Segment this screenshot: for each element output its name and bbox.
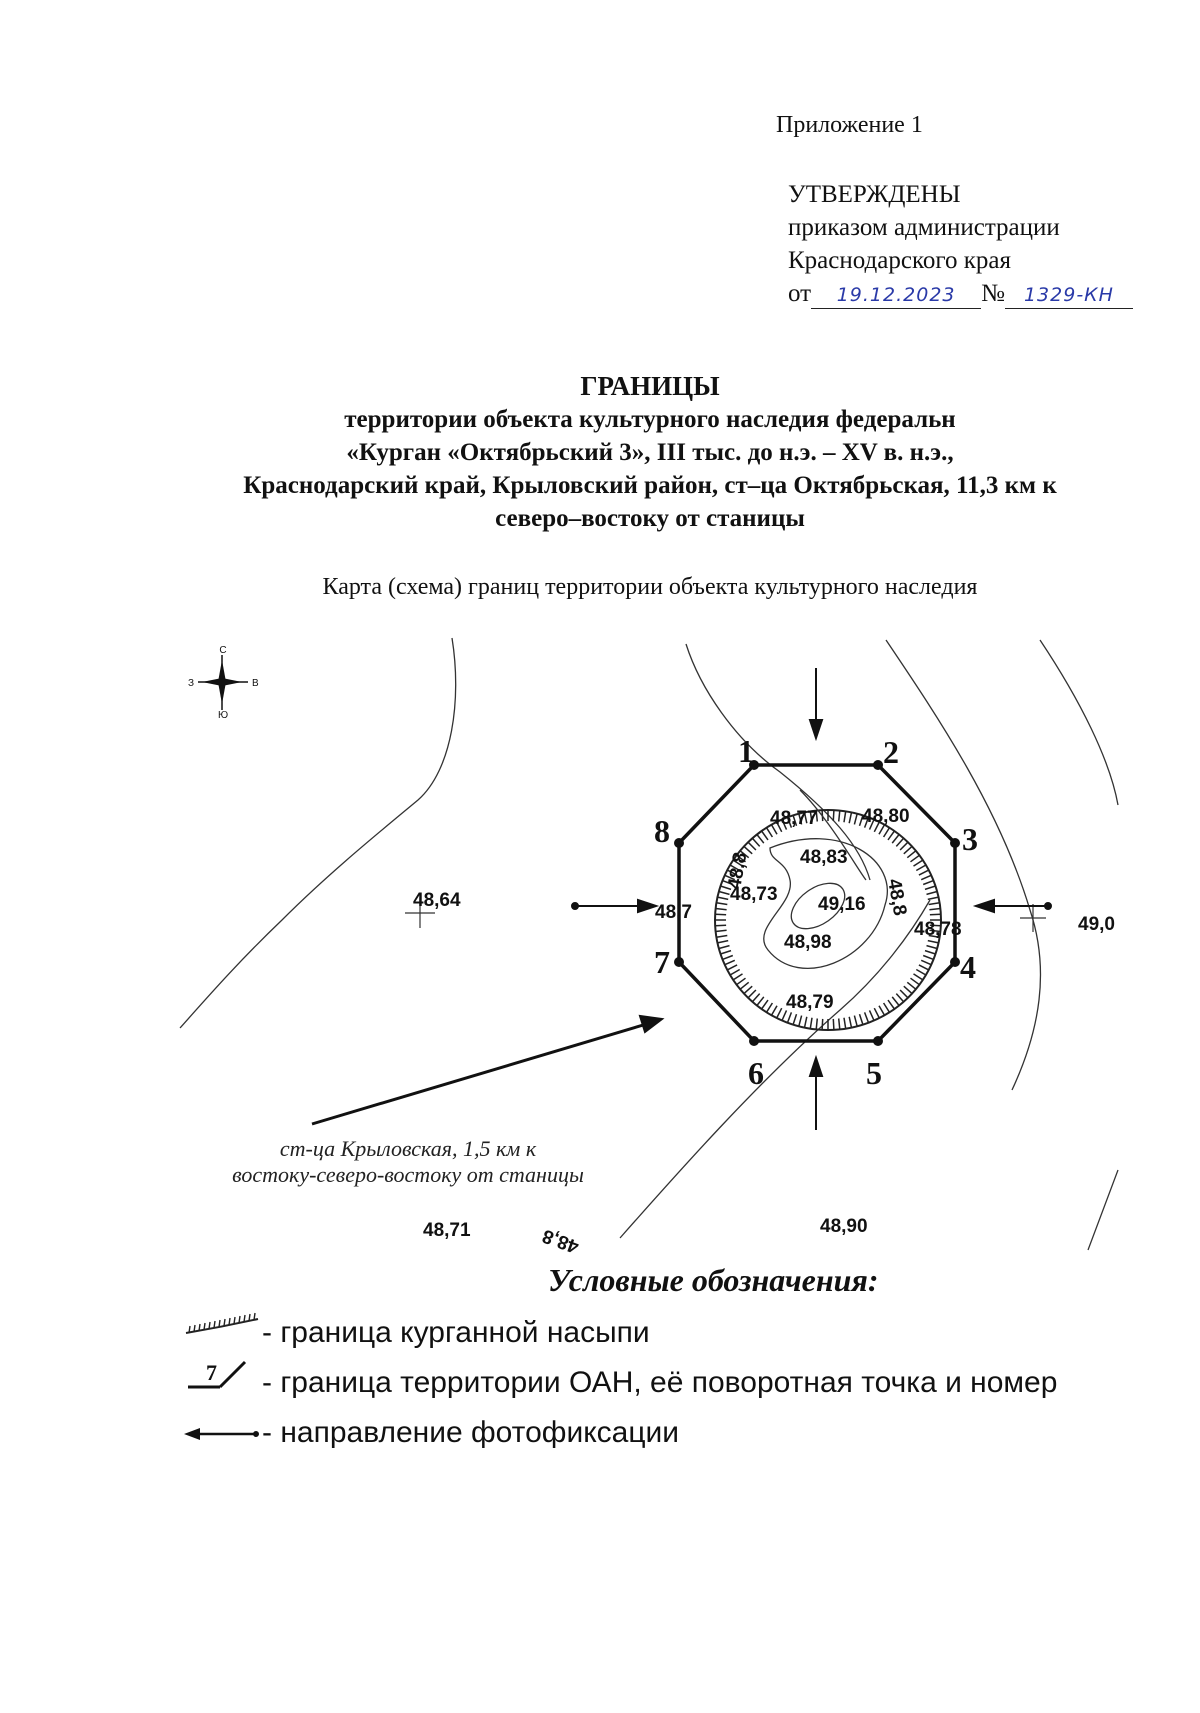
photo-arrow-north bbox=[810, 668, 822, 738]
point-label-4: 4 bbox=[960, 949, 976, 985]
elevation-label: 48,8 bbox=[724, 850, 752, 891]
date-prefix: от bbox=[788, 280, 812, 307]
elevation-label: 48,8 bbox=[883, 877, 911, 918]
approved-line-2: приказом администрации bbox=[788, 214, 1060, 241]
point-label-7: 7 bbox=[654, 944, 670, 980]
locality-caption bbox=[232, 1136, 584, 1187]
approved-title: УТВЕРЖДЕНЫ bbox=[788, 181, 961, 208]
title-line-5: северо–востоку от станицы bbox=[495, 505, 805, 532]
title-line-3: «Курган «Октябрьский 3», III тыс. до н.э. – XV в. н.э., bbox=[346, 439, 954, 466]
turning-point-2 bbox=[873, 760, 883, 770]
point-label-6: 6 bbox=[748, 1055, 764, 1091]
approved-line-3: Краснодарского края bbox=[788, 247, 1011, 274]
elevation-label: 48,7 bbox=[655, 902, 692, 923]
contour-line-east-1 bbox=[886, 640, 1040, 1090]
elevation-label: 48,83 bbox=[800, 847, 848, 868]
number-prefix: № bbox=[981, 280, 1005, 307]
photo-arrow-east bbox=[976, 900, 1051, 912]
title-line-4: Краснодарский край, Крыловский район, ст–ца Октябрьская, 11,3 км к bbox=[243, 472, 1057, 499]
title-line-2: территории объекта культурного наследия федеральн bbox=[344, 406, 956, 433]
elevation-label: 48,98 bbox=[784, 932, 832, 953]
elevation-label: 48,8 bbox=[539, 1224, 582, 1258]
legend-symbol-mound-icon bbox=[186, 1313, 258, 1333]
title-line-1: ГРАНИЦЫ bbox=[580, 371, 720, 401]
elevation-label: 48,64 bbox=[413, 890, 461, 911]
elevation-label: 48,73 bbox=[730, 884, 778, 905]
elevation-label: 48,71 bbox=[423, 1220, 471, 1241]
legend-point-number: 7 bbox=[206, 1360, 217, 1385]
contour-line-east-2 bbox=[1040, 640, 1118, 805]
compass-north-label: С bbox=[219, 645, 227, 656]
legend-item-photo: - направление фотофиксации bbox=[262, 1416, 680, 1449]
legend-item-boundary: - граница территории ОАН, её поворотная точка и номер bbox=[262, 1366, 1058, 1399]
appendix-label: Приложение 1 bbox=[776, 112, 923, 138]
locality-line-2: востоку-северо-востоку от станицы bbox=[232, 1162, 584, 1187]
elevation-label: 48,90 bbox=[820, 1216, 868, 1237]
handwritten-number: 1329-КН bbox=[1005, 282, 1133, 309]
turning-point-labels bbox=[654, 733, 978, 1091]
point-label-1: 1 bbox=[738, 733, 754, 769]
point-label-5: 5 bbox=[866, 1055, 882, 1091]
point-label-3: 3 bbox=[962, 821, 978, 857]
locality-line-1: ст-ца Крыловская, 1,5 км к bbox=[279, 1136, 537, 1161]
compass-south-label: Ю bbox=[217, 710, 229, 721]
turning-point-3 bbox=[950, 838, 960, 848]
turning-point-5 bbox=[873, 1036, 883, 1046]
locality-direction-arrow bbox=[312, 1016, 662, 1124]
point-label-2: 2 bbox=[883, 734, 899, 770]
legend-symbol-boundary-icon bbox=[188, 1360, 245, 1387]
elevation-labels bbox=[413, 806, 1115, 1257]
elevation-label: 49,16 bbox=[818, 894, 866, 915]
legend-heading: Условные обозначения: bbox=[548, 1262, 879, 1298]
turning-point-7 bbox=[674, 957, 684, 967]
point-label-8: 8 bbox=[654, 813, 670, 849]
photo-arrow-west bbox=[572, 900, 656, 912]
turning-point-4 bbox=[950, 957, 960, 967]
elevation-label: 48,78 bbox=[914, 919, 962, 940]
compass-west-label: З bbox=[187, 678, 194, 689]
compass-icon bbox=[188, 645, 259, 721]
elevation-label: 49,0 bbox=[1078, 914, 1115, 935]
turning-point-8 bbox=[674, 838, 684, 848]
legend-symbol-photo-icon bbox=[184, 1428, 259, 1440]
elevation-label: 48,79 bbox=[786, 992, 834, 1013]
turning-point-6 bbox=[749, 1036, 759, 1046]
handwritten-date: 19.12.2023 bbox=[811, 282, 981, 309]
map-caption: Карта (схема) границ территории объекта культурного наследия bbox=[322, 574, 978, 600]
contour-line-southeast bbox=[1088, 1170, 1118, 1250]
compass-east-label: В bbox=[252, 678, 259, 689]
photo-arrow-south bbox=[810, 1058, 822, 1130]
elevation-label: 48,80 bbox=[862, 806, 910, 827]
legend-item-mound: - граница курганной насыпи bbox=[262, 1316, 650, 1349]
elevation-label: 48,77 bbox=[770, 808, 818, 829]
